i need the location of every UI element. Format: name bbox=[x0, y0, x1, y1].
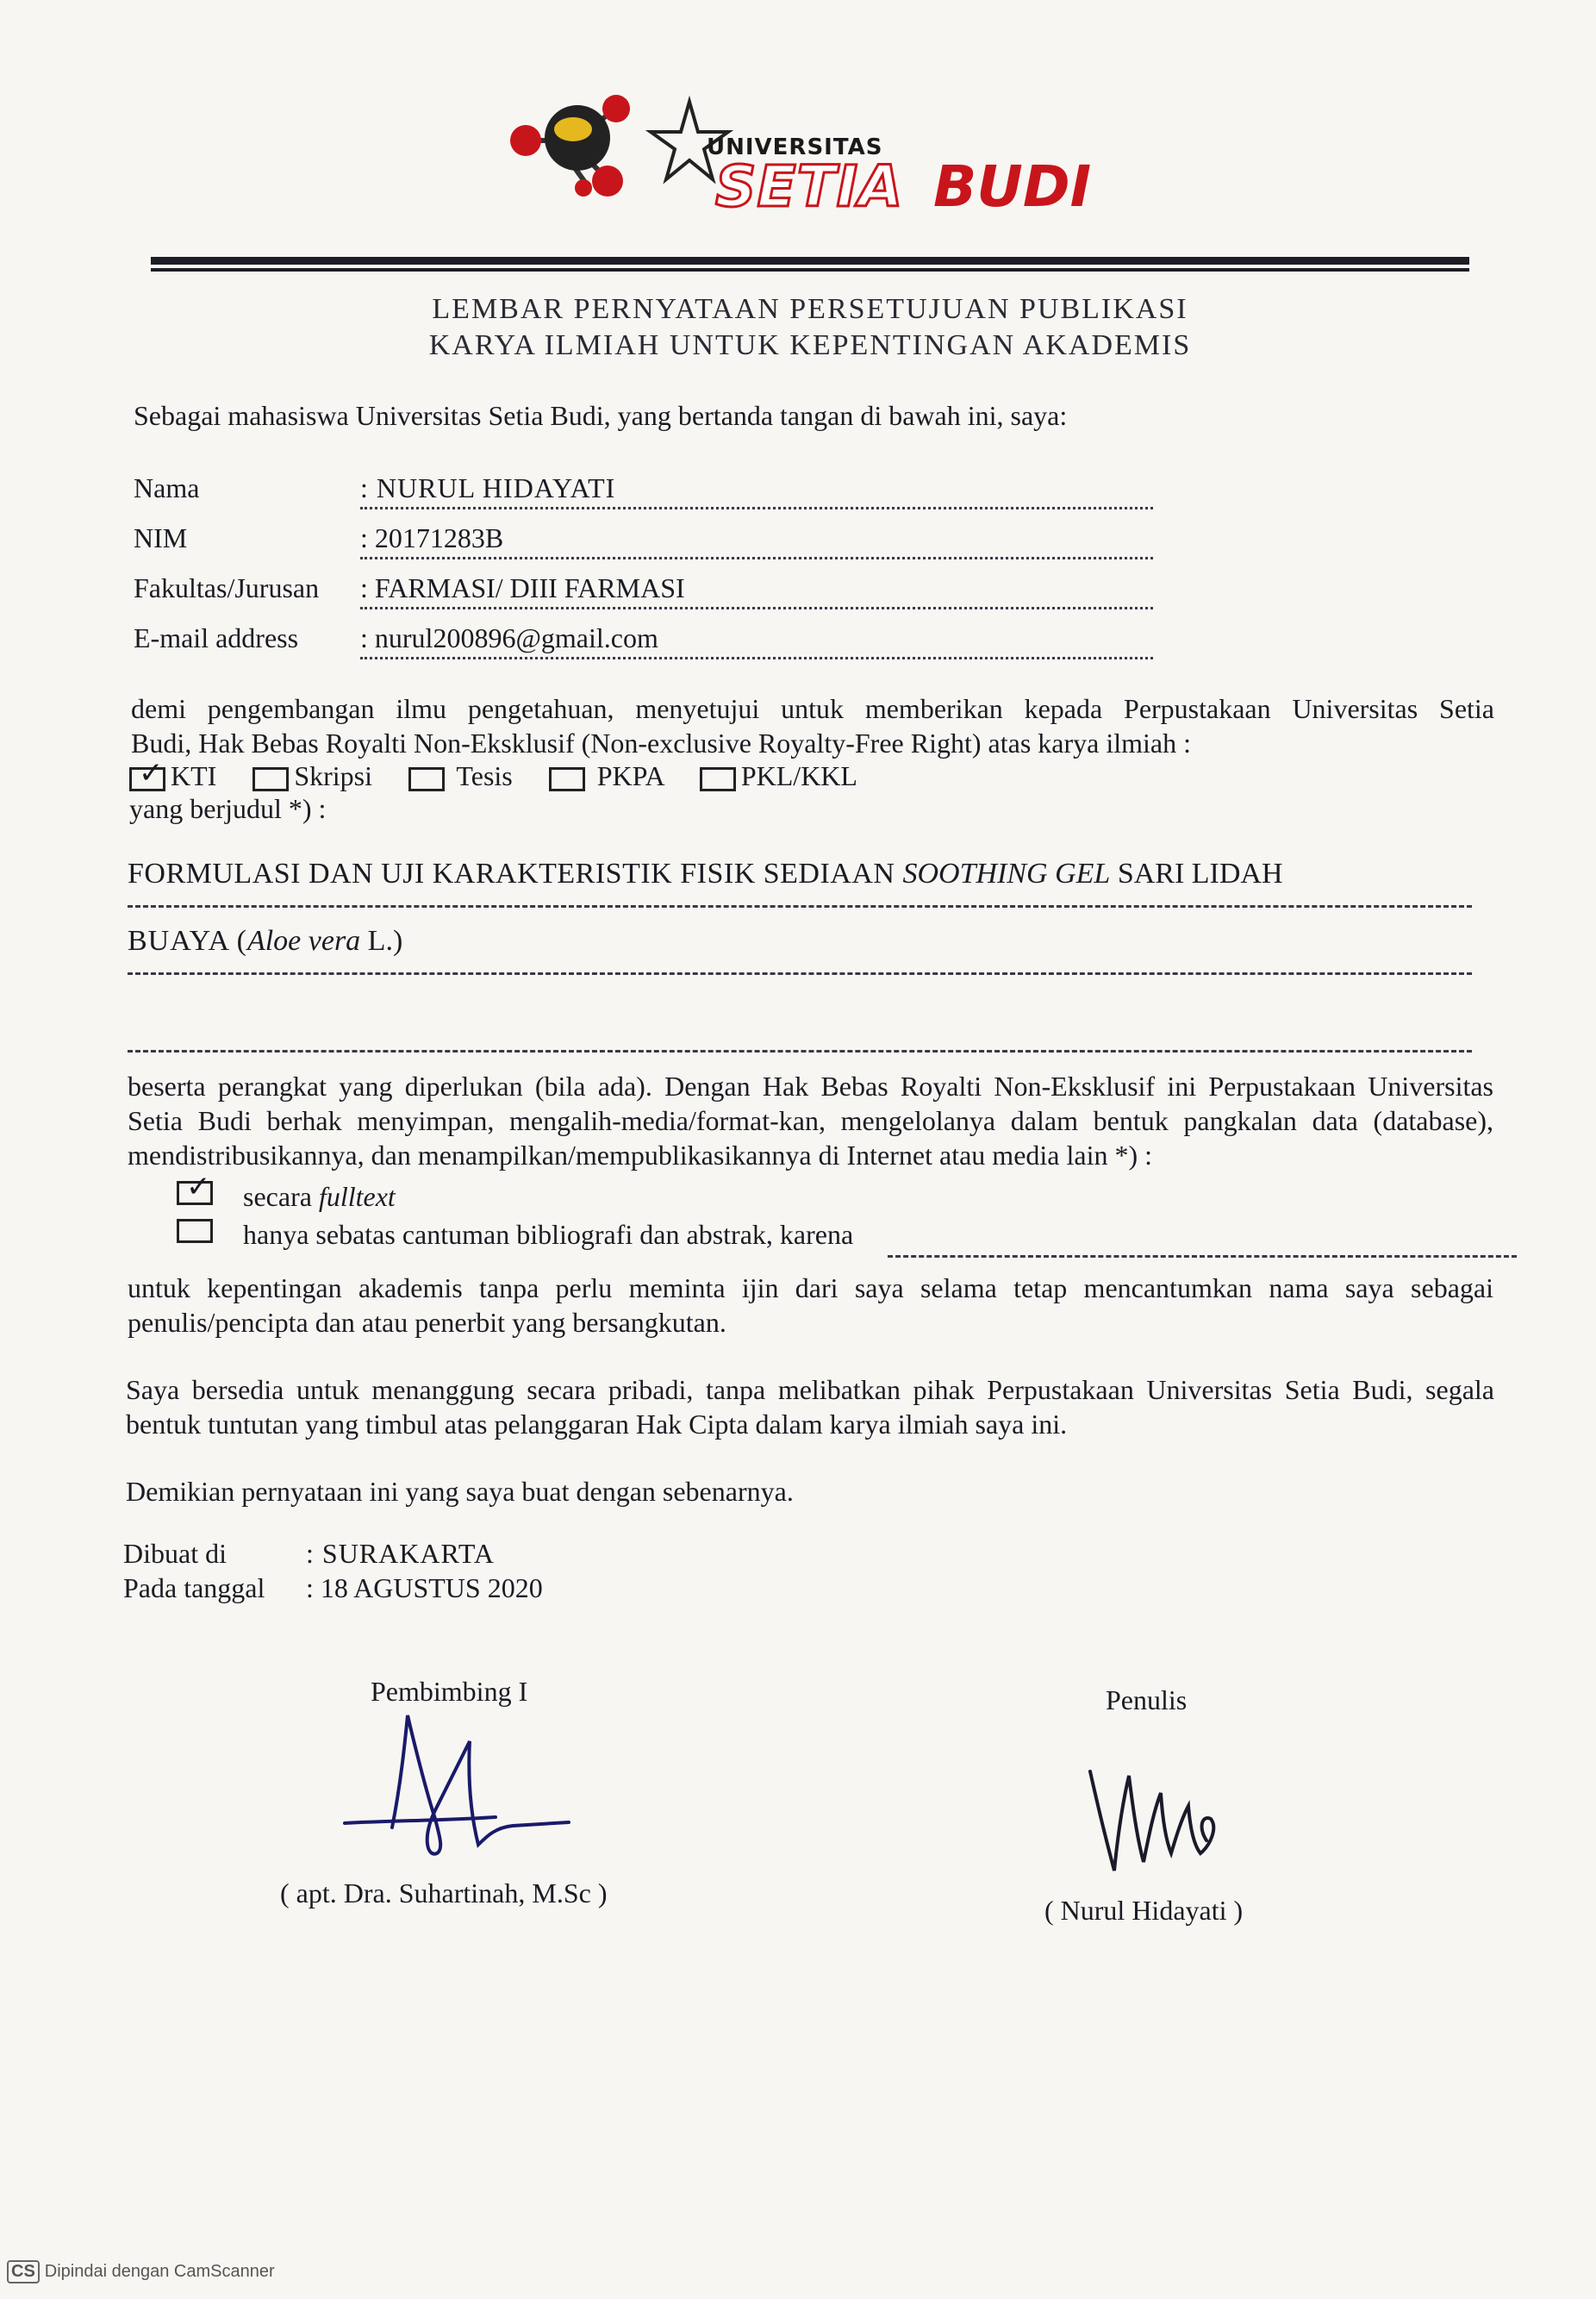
logo-setia-text: SETIA bbox=[715, 153, 904, 220]
date-label: Pada tanggal bbox=[123, 1572, 265, 1603]
option-fulltext-checkbox bbox=[177, 1181, 218, 1205]
para2-line2: Setia Budi berhak menyimpan, mengalih-media/format-kan, mengelolanya dalam bentuk pangkalan data (database), bbox=[128, 1105, 1493, 1136]
place-value: : SURAKARTA bbox=[306, 1538, 495, 1569]
judul-line2: BUAYA (Aloe vera L.) bbox=[128, 924, 1472, 975]
type-skripsi: Skripsi bbox=[252, 760, 372, 791]
field-value-nama: : NURUL HIDAYATI bbox=[360, 471, 1153, 509]
checkbox-icon bbox=[408, 767, 445, 791]
judul-label: yang berjudul *) : bbox=[129, 793, 327, 824]
date-value: : 18 AGUSTUS 2020 bbox=[306, 1572, 543, 1603]
para1-line1: demi pengembangan ilmu pengetahuan, menyetujui untuk memberikan kepada Perpustakaan Universitas Setia bbox=[131, 693, 1494, 724]
para4-line1: Saya bersedia untuk menanggung secara pribadi, tanpa melibatkan pihak Perpustakaan Universitas Setia Budi, segala bbox=[126, 1374, 1494, 1405]
camscanner-badge: CS bbox=[7, 2260, 40, 2283]
checkbox-checked-icon bbox=[177, 1181, 213, 1205]
document-title-line2: KARYA ILMIAH UNTUK KEPENTINGAN AKADEMIS bbox=[428, 329, 1192, 361]
type-pkl-kkl: PKL/KKL bbox=[700, 760, 857, 791]
university-logo bbox=[504, 93, 1125, 240]
header-rule bbox=[151, 257, 1469, 265]
sig-right-name: ( Nurul Hidayati ) bbox=[1044, 1895, 1244, 1926]
sig-left-name: ( apt. Dra. Suhartinah, M.Sc ) bbox=[280, 1877, 608, 1909]
checkbox-icon bbox=[549, 767, 585, 791]
place-label: Dibuat di bbox=[123, 1538, 227, 1569]
checkbox-icon bbox=[177, 1219, 213, 1243]
advisor-signature-icon bbox=[340, 1707, 573, 1871]
field-label-nama: Nama bbox=[134, 472, 200, 503]
intro-text: Sebagai mahasiswa Universitas Setia Budi, yang bertanda tangan di bawah ini, saya: bbox=[134, 400, 1068, 431]
checkbox-icon bbox=[252, 767, 289, 791]
para2-line3: mendistribusikannya, dan menampilkan/mempublikasikannya di Internet atau media lain *) : bbox=[128, 1140, 1153, 1171]
para2-line1: beserta perangkat yang diperlukan (bila ada). Dengan Hak Bebas Royalti Non-Eksklusif ini Perpustakaan Universitas bbox=[128, 1071, 1493, 1102]
option-bibliografi-checkbox bbox=[177, 1219, 218, 1243]
para4-line2: bentuk tuntutan yang timbul atas pelanggaran Hak Cipta dalam karya ilmiah saya ini. bbox=[126, 1409, 1068, 1440]
scanner-footer-text: Dipindai dengan CamScanner bbox=[44, 2262, 275, 2281]
field-value-nim: : 20171283B bbox=[360, 521, 1153, 559]
header-rule-thin bbox=[151, 268, 1469, 272]
document-title-line1: LEMBAR PERNYATAAN PERSETUJUAN PUBLIKASI bbox=[432, 293, 1188, 325]
para3-line1: untuk kepentingan akademis tanpa perlu meminta ijin dari saya selama tetap mencantumkan nama saya sebagai bbox=[128, 1272, 1493, 1303]
para5-text: Demikian pernyataan ini yang saya buat dengan sebenarnya. bbox=[126, 1476, 794, 1507]
field-value-email: : nurul200896@gmail.com bbox=[360, 621, 1153, 659]
field-label-email: E-mail address bbox=[134, 622, 299, 653]
sig-left-title: Pembimbing I bbox=[371, 1676, 528, 1707]
reason-blank-line bbox=[888, 1224, 1517, 1258]
field-value-fakultas: : FARMASI/ DIII FARMASI bbox=[360, 571, 1153, 609]
field-label-nim: NIM bbox=[134, 522, 188, 553]
checkbox-icon bbox=[700, 767, 736, 791]
logo-universitas-text: UNIVERSITAS bbox=[707, 134, 883, 160]
logo-budi-text: BUDI bbox=[933, 153, 1092, 220]
work-type-options bbox=[129, 759, 857, 793]
para1-line2: Budi, Hak Bebas Royalti Non-Eksklusif (Non-exclusive Royalty-Free Right) atas karya ilmiah : bbox=[131, 728, 1191, 759]
scanner-footer bbox=[7, 2260, 275, 2283]
checkbox-checked-icon bbox=[129, 767, 165, 791]
author-signature-icon bbox=[1082, 1759, 1228, 1879]
type-kti: ✓KTI bbox=[129, 760, 216, 791]
type-pkpa: PKPA bbox=[549, 760, 664, 791]
judul-line1: FORMULASI DAN UJI KARAKTERISTIK FISIK SEDIAAN SOOTHING GEL SARI LIDAH bbox=[128, 857, 1472, 908]
field-label-fakultas: Fakultas/Jurusan bbox=[134, 572, 320, 603]
option-fulltext-label: secara fulltext bbox=[243, 1181, 396, 1212]
judul-line3-empty bbox=[128, 1005, 1472, 1053]
sig-right-title: Penulis bbox=[1106, 1684, 1188, 1715]
para3-line2: penulis/pencipta dan atau penerbit yang bersangkutan. bbox=[128, 1307, 726, 1338]
type-tesis: Tesis bbox=[408, 760, 513, 791]
option-bibliografi-label: hanya sebatas cantuman bibliografi dan abstrak, karena bbox=[243, 1219, 854, 1250]
